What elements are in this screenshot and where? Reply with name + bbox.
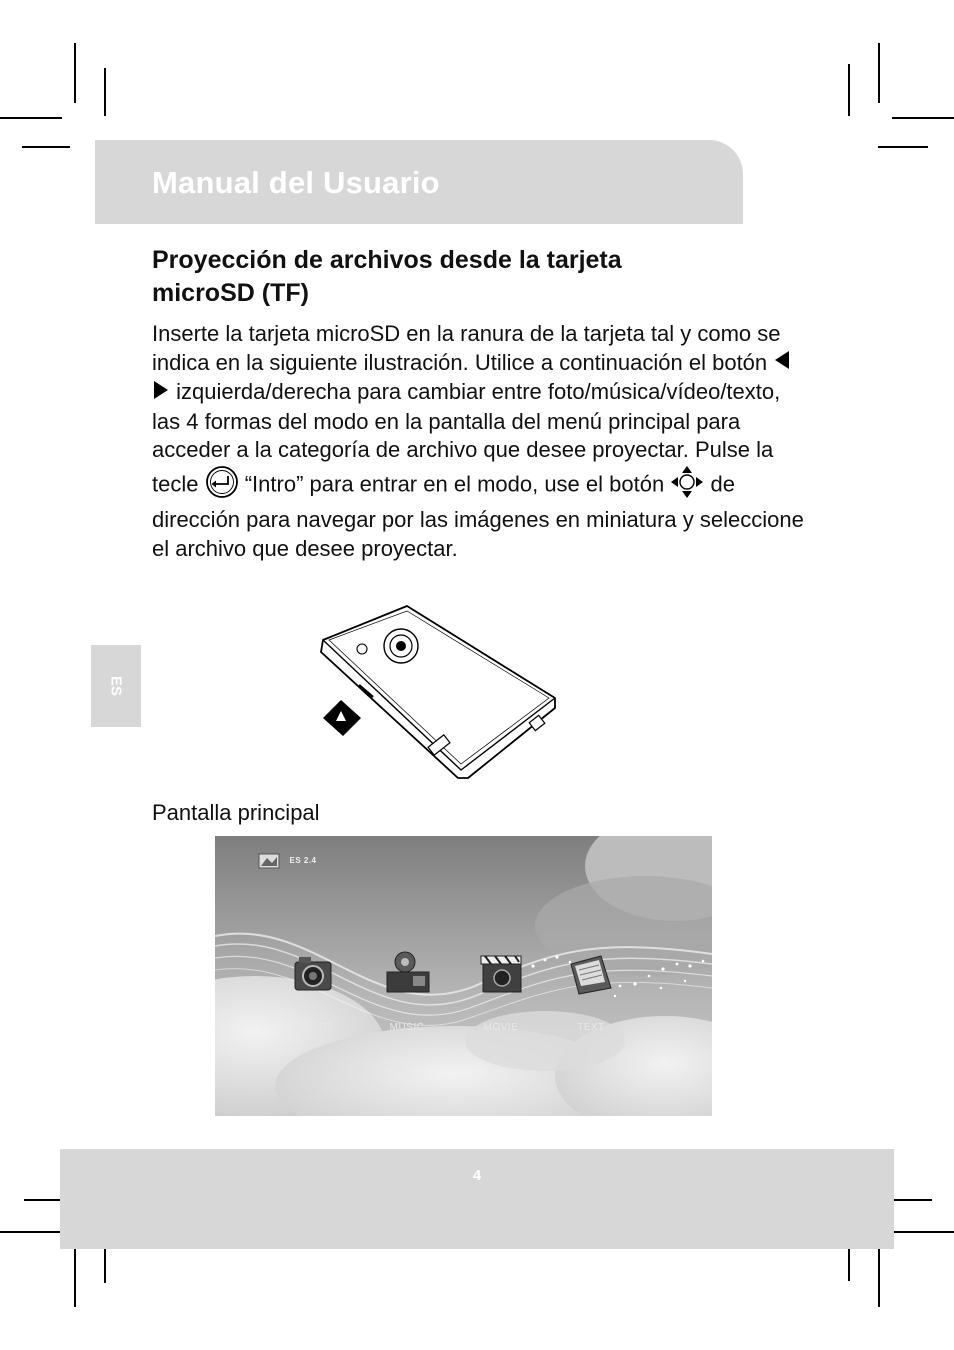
- main-screen-background: [215, 836, 712, 1116]
- body-text-part-4: de dirección para navegar por las imágenes en miniatura y seleccione el archivo que desee proyectar.: [152, 471, 804, 561]
- footer-band: [60, 1149, 894, 1249]
- right-arrow-icon: [152, 379, 170, 408]
- menu-item-text: TEXT: [577, 1022, 605, 1033]
- page-title: Manual del Usuario: [152, 165, 440, 200]
- menu-item-photo: PHOTO: [294, 1022, 332, 1033]
- crop-mark: [0, 1231, 60, 1233]
- screen-status-text: ES 2.4: [289, 856, 317, 865]
- body-text-part-1: Inserte la tarjeta microSD en la ranura de la tarjeta tal y como se indica en la siguiente ilustración. Utilice a continuación el botón: [152, 321, 781, 375]
- menu-item-music: MUSIC: [389, 1022, 425, 1033]
- photo-camera-icon: [295, 957, 331, 990]
- body-text-part-3: “Intro” para entrar en el modo, use el botón: [244, 471, 665, 497]
- language-tab: [91, 645, 141, 727]
- crop-mark: [24, 1199, 60, 1201]
- crop-mark: [104, 1249, 106, 1283]
- crop-mark: [878, 146, 928, 148]
- crop-mark: [848, 1249, 850, 1281]
- enter-key-icon: [205, 466, 239, 506]
- crop-mark: [22, 146, 70, 148]
- crop-mark: [878, 1249, 880, 1307]
- menu-item-movie: MOVIE: [483, 1022, 519, 1033]
- image-caption: Pantalla principal: [152, 800, 320, 825]
- direction-pad-icon: [670, 465, 704, 507]
- crop-mark: [74, 43, 76, 103]
- body-text-part-2: izquierda/derecha para cambiar entre foto/música/vídeo/texto, las 4 formas del modo en la pantalla del menú principal para acceder a la categoría de archivo que desee proyectar. Pulse la tecle: [152, 379, 781, 497]
- crop-mark: [892, 117, 954, 119]
- body-paragraph: [152, 320, 812, 564]
- page-number: 4: [472, 1167, 482, 1184]
- crop-mark: [74, 1249, 76, 1307]
- main-screen-image: [215, 836, 712, 1116]
- projector-illustration: [315, 600, 575, 790]
- crop-mark: [878, 43, 880, 103]
- movie-clapper-icon: [481, 956, 521, 992]
- left-arrow-icon: [773, 349, 791, 378]
- section-heading-line-2: microSD (TF): [152, 279, 309, 307]
- crop-mark: [894, 1199, 932, 1201]
- crop-mark: [0, 117, 62, 119]
- section-heading: [152, 244, 792, 310]
- language-tab-label: ES: [107, 675, 125, 697]
- section-heading-line-1: Proyección de archivos desde la tarjeta: [152, 246, 622, 274]
- crop-mark: [848, 64, 850, 116]
- crop-mark: [894, 1231, 954, 1233]
- crop-mark: [104, 68, 106, 116]
